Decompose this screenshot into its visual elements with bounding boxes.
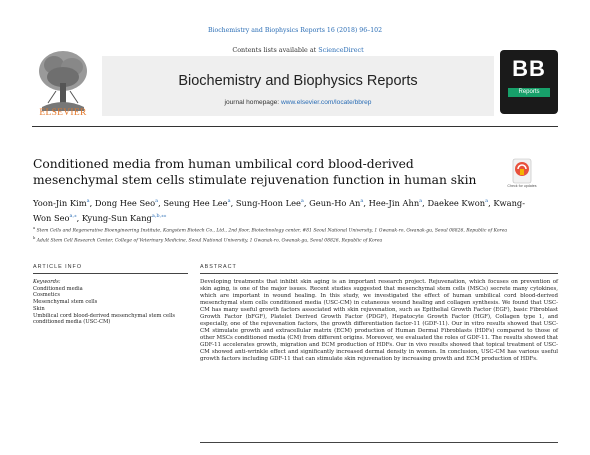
affiliation-marker: a bbox=[33, 226, 36, 230]
header-divider bbox=[32, 126, 558, 127]
author-name[interactable]: Yoon-Jin Kim bbox=[33, 197, 87, 208]
affiliation-item bbox=[33, 235, 513, 245]
contents-line bbox=[102, 46, 494, 54]
abstract-text: Developing treatments that inhibit skin aging is an important research project. Rejuvenation, which focuses on prevention of skin aging, is one of the major issues. Recent studies suggested that mesenchymal stem cells (MSCs) secrete many cytokines, which are important in wound healing. In this study, we investigated the effect of human umbilical cord blood-derived mesenchymal stem cells conditioned media (USC-CM) in cutaneous wound healing and collagen synthesis. We found that USC-CM has many useful growth factors associated with skin rejuvenation, such as Epithelial Growth Factor (EGF), basic Fibroblast Growth Factor (bFGF), Platelet Derived Growth Factor (PDGF), Hepatocyte Growth Factor (HGF), Collagen type 1, and especially, one of the rejuvenation factors, the growth differentiation factor-11 (GDF-11). Our in vitro results showed that USC-CM stimulate growth and extracellular matrix (ECM) production of Human Dermal Fibroblasts (HDFs) compared to those of other MSCs conditioned media (CM) from different origins. Moreover, we evaluated the roles of GDF-11. The results showed that GDF-11 accelerates growth, migration and ECM production of HDFs. Our in vivo results showed that topical treatment of USC-CM showed anti-wrinkle effect and significantly increased dermal density in women. In conclusion, USC-CM has various useful growth factors including GDF-11 that can stimulate skin rejuvenation by increasing growth and ECM production of HDFs. bbox=[200, 279, 558, 362]
journal-citation[interactable]: Biochemistry and Biophysics Reports 16 (2018) 96–102 bbox=[207, 27, 383, 34]
author-name[interactable]: Kyung-Sun Kang bbox=[81, 212, 152, 223]
keywords-label: Keywords: bbox=[33, 279, 61, 285]
sciencedirect-link[interactable]: ScienceDirect bbox=[318, 46, 364, 54]
author-affiliation-marker[interactable]: a bbox=[227, 198, 231, 204]
author-affiliation-marker[interactable]: a bbox=[300, 198, 304, 204]
contents-prefix: Contents lists available at bbox=[232, 46, 319, 54]
article-info-heading: ARTICLE INFO bbox=[33, 264, 83, 270]
author-name[interactable]: Dong Hee Seo bbox=[94, 197, 156, 208]
affiliation-item bbox=[33, 225, 513, 235]
author-affiliation-marker[interactable]: a bbox=[419, 198, 423, 204]
abstract-heading: ABSTRACT bbox=[200, 264, 237, 270]
author-affiliation-marker[interactable]: a bbox=[86, 198, 90, 204]
author-affiliation-marker[interactable]: a bbox=[155, 198, 159, 204]
elsevier-tree-logo bbox=[34, 47, 92, 113]
author-name[interactable]: Daekee Kwon bbox=[427, 197, 486, 208]
abstract-bottom-rule bbox=[200, 442, 558, 443]
author-name[interactable]: Hee-Jin Ahn bbox=[368, 197, 420, 208]
homepage-prefix: journal homepage: bbox=[224, 99, 281, 106]
keywords-block bbox=[33, 279, 193, 326]
author-name[interactable]: Kwang-Won Seo bbox=[33, 197, 526, 223]
homepage-line bbox=[102, 99, 494, 106]
author-name[interactable]: Seung Hee Lee bbox=[163, 197, 228, 208]
check-for-updates-label: Check for updates bbox=[507, 184, 537, 188]
affiliation-marker: b bbox=[33, 236, 36, 241]
keyword-item: Umbilical cord blood-derived mesenchymal stem cells conditioned media (USC-CM) bbox=[33, 312, 176, 326]
abstract-rule bbox=[200, 273, 558, 274]
keyword-item: Cosmetics bbox=[33, 292, 61, 299]
author-name[interactable]: Geun-Ho An bbox=[309, 197, 361, 208]
homepage-link[interactable]: www.elsevier.com/locate/bbrep bbox=[280, 99, 372, 106]
article-info-rule bbox=[33, 273, 188, 274]
affiliation-text: Adult Stem Cell Research Center, College of Veterinary Medicine, Seoul National University, 1 Gwanak-ro, Gwanak-gu, Seoul 08826, Republic of Korea bbox=[35, 238, 383, 244]
author-list: Yoon-Jin Kim$^a$, Dong Hee Seo$^a$, Seung Hee Lee$^a$, Sung-Hoon Lee$^a$, Geun-Ho An$^a$, Hee-Jin Ahn$^a$, Daekee Kwon$^a$, Kwang-Won Seo$^{a,⁎}$, Kyung-Sun Kang$^{a,b,⁎⁎}$ bbox=[33, 197, 526, 223]
affiliation-text: Stem Cells and Regenerative Bioengineering Institute, Kangstem Biotech Co., Ltd., 2nd floor, Biotechnology center, #81 Seoul National University, 1 Gwanak-ro, Gwanak-gu, Seoul 08826, Republic of Korea bbox=[35, 228, 508, 234]
author-affiliation-marker[interactable]: a bbox=[360, 198, 364, 204]
author-affiliation-marker[interactable]: a,⁎ bbox=[69, 212, 77, 219]
keyword-item: Conditioned media bbox=[33, 285, 83, 292]
author-name[interactable]: Sung-Hoon Lee bbox=[235, 197, 301, 208]
article-title: Conditioned media from human umbilical cord blood-derived mesenchymal stem cells stimulate rejuvenation function in human skin bbox=[33, 157, 477, 187]
journal-cover-subtitle: Reports bbox=[508, 88, 550, 97]
journal-title: Biochemistry and Biophysics Reports bbox=[178, 73, 418, 89]
keyword-item: Skin bbox=[33, 305, 45, 312]
elsevier-wordmark: ELSEVIER bbox=[39, 108, 87, 118]
author-affiliation-marker[interactable]: a bbox=[485, 198, 489, 204]
journal-cover-letters: BB bbox=[512, 56, 546, 81]
keyword-item: Mesenchymal stem cells bbox=[33, 299, 98, 306]
author-affiliation-marker[interactable]: a,b,⁎⁎ bbox=[151, 212, 167, 219]
affiliations bbox=[33, 225, 513, 245]
